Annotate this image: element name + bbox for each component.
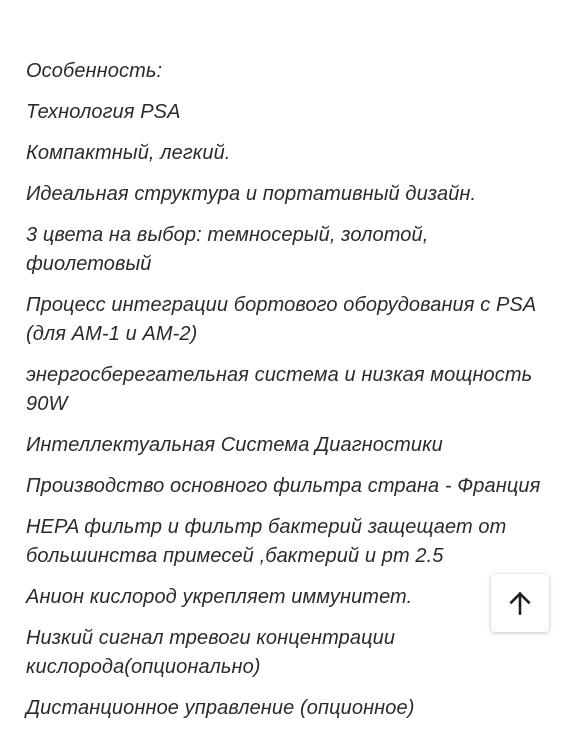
feature-item: Анион кислород укрепляет иммунитет. bbox=[26, 586, 413, 608]
feature-item: Дистанционное управление (опционное) bbox=[26, 697, 415, 719]
feature-item: Интеллектуальная Система Диагностики bbox=[26, 434, 443, 456]
feature-item: 3 цвета на выбор: темносерый, золотой, фиолетовый bbox=[26, 224, 429, 275]
feature-item: Производство основного фильтра страна - Франция bbox=[26, 475, 541, 497]
feature-item: Процесс интеграции бортового оборудования с PSA (для AM-1 и AM-2) bbox=[26, 294, 536, 345]
feature-item: Низкий сигнал тревоги концентрации кислорода(опционально) bbox=[26, 627, 396, 678]
feature-item: HEPA фильтр и фильтр бактерий защещает от большинства примесей ,бактерий и pm 2.5 bbox=[26, 516, 507, 567]
feature-heading: Особенность: bbox=[26, 60, 163, 82]
feature-item: Идеальная структура и портативный дизайн. bbox=[26, 183, 477, 205]
feature-list bbox=[26, 57, 546, 735]
scroll-to-top-button[interactable] bbox=[491, 574, 549, 632]
feature-item: энергосберегательная система и низкая мощность 90W bbox=[26, 364, 533, 415]
arrow-up-icon bbox=[506, 589, 534, 617]
feature-item: Компактный, легкий. bbox=[26, 142, 231, 164]
feature-item: Технология PSA bbox=[26, 101, 181, 123]
